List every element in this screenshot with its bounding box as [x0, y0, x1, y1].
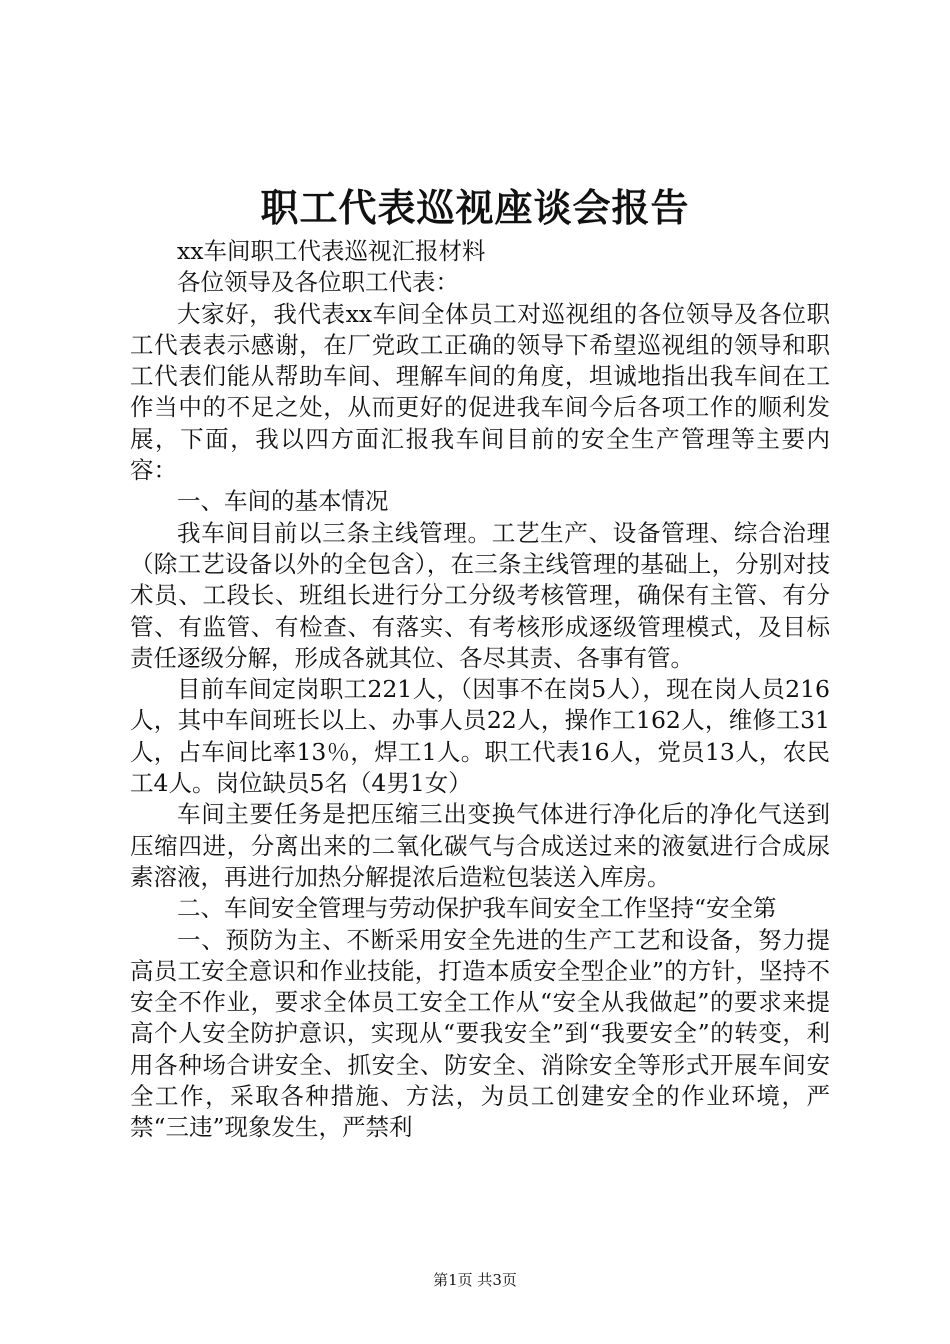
page-footer: 第1页 共3页 — [433, 1271, 517, 1289]
paragraph-safety-policy: 一、预防为主、不断采用安全先进的生产工艺和设备，努力提高员工安全意识和作业技能，打造本质安全型企业”的方针，坚持不安全不作业，要求全体员工安全工作从“安全从我做起”的要求来提高个人安全防护意识，实现从“要我安全”到“我要安全”的转变，利用各种场合讲安全、抓安全、防安全、消除安全等形式开展车间安全工作，采取各种措施、方法，为员工创建安全的作业环境，严禁“三违”现象发生，严禁利 — [130, 925, 830, 1142]
paragraph-salutation: 各位领导及各位职工代表： — [177, 268, 459, 297]
document-title: 职工代表巡视座谈会报告 — [260, 185, 690, 230]
paragraph-staffing: 目前车间定岗职工221人，（因事不在岗5人），现在岗人员216人，其中车间班长以上、办事人员22人，操作工162人，维修工31人，占车间比率13％，焊工1人。职工代表16人，党员13人，农民工4人。岗位缺员5名（4男1女） — [130, 675, 830, 798]
paragraph-main-task: 车间主要任务是把压缩三出变换气体进行净化后的净化气送到压缩四进，分离出来的二氧化碳气与合成送过来的液氨进行合成尿素溶液，再进行加热分解提浓后造粒包装送入库房。 — [130, 800, 830, 891]
document-body — [130, 236, 830, 1144]
paragraph-intro: 大家好，我代表xx车间全体员工对巡视组的各位领导及各位职工代表表示感谢，在厂党政工正确的领导下希望巡视组的领导和职工代表们能从帮助车间、理解车间的角度，坦诚地指出我车间在工作当中的不足之处，从而更好的促进我车间今后各项工作的顺利发展，下面，我以四方面汇报我车间目前的安全生产管理等主要内容： — [130, 299, 830, 485]
section-heading-basic-info: 一、车间的基本情况 — [177, 487, 389, 516]
paragraph-management: 我车间目前以三条主线管理。工艺生产、设备管理、综合治理（除工艺设备以外的全包含），在三条主线管理的基础上，分别对技术员、工段长、班组长进行分工分级考核管理，确保有主管、有分管、有监管、有检查、有落实、有考核形成逐级管理模式，及目标责任逐级分解，形成各就其位、各尽其责、各事有管。 — [130, 518, 830, 672]
section-heading-safety: 二、车间安全管理与劳动保护我车间安全工作坚持“安全第 — [177, 894, 777, 923]
paragraph-subtitle: xx车间职工代表巡视汇报材料 — [177, 237, 486, 265]
